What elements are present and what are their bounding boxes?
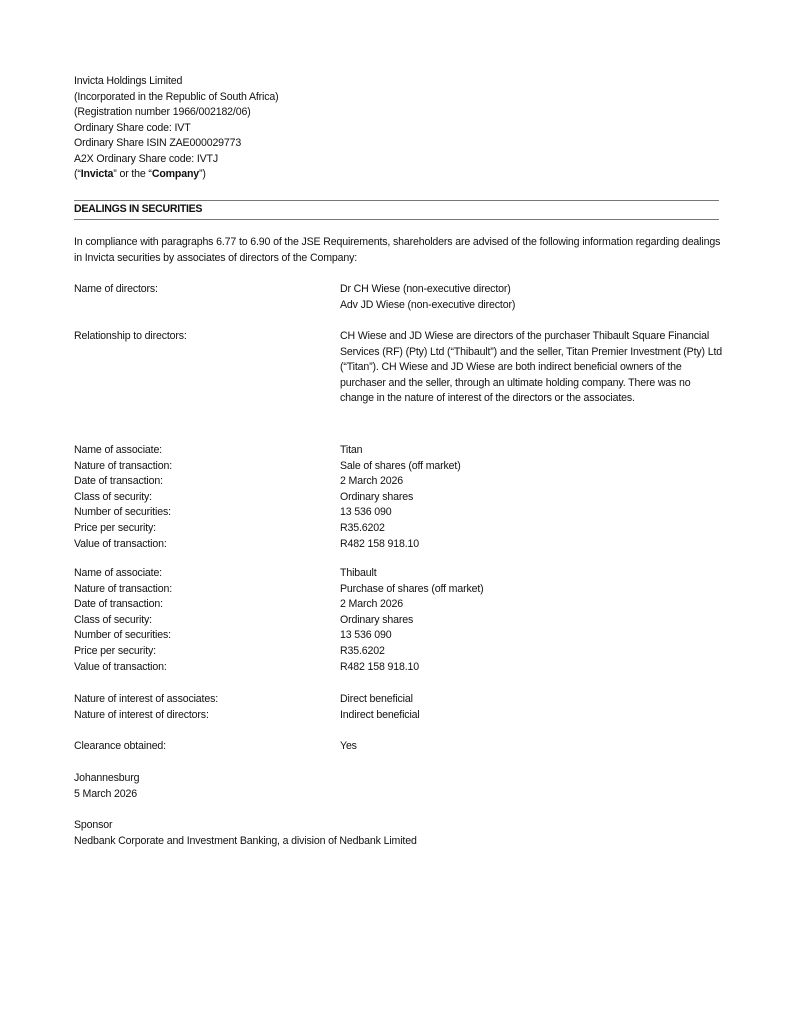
interest-directors-label: Nature of interest of directors: <box>74 709 209 721</box>
sponsor-block <box>74 818 417 849</box>
defined-terms <box>74 167 720 183</box>
interest-directors-value: Indirect beneficial <box>340 709 420 721</box>
a2x-code: A2X Ordinary Share code: IVTJ <box>74 152 219 165</box>
transaction-label: Name of associate: <box>74 567 162 579</box>
incorporation: (Incorporated in the Republic of South Africa) <box>74 90 279 103</box>
transaction-value: 13 536 090 <box>340 506 392 519</box>
transaction-label: Price per security: <box>74 522 156 534</box>
quote-open: (“ <box>74 168 81 180</box>
director-1: Dr CH Wiese (non-executive director) <box>340 283 511 295</box>
transaction-label: Class of security: <box>74 613 152 626</box>
company-header <box>74 74 720 183</box>
registration-number: (Registration number 1966/002182/06) <box>74 106 251 118</box>
transaction-value: 13 536 090 <box>340 629 392 642</box>
quote-middle: ” or the “ <box>113 168 152 180</box>
quote-close: ”) <box>199 168 206 180</box>
transaction-value: R35.6202 <box>340 522 385 534</box>
place-date <box>74 771 139 802</box>
transaction-value: Purchase of shares (off market) <box>340 582 484 595</box>
director-2: Adv JD Wiese (non-executive director) <box>340 298 516 311</box>
transaction-label: Value of transaction: <box>74 537 167 550</box>
transaction-label: Name of associate: <box>74 444 162 456</box>
directors-values <box>340 282 730 313</box>
transaction-value: R35.6202 <box>340 645 385 657</box>
relationship-value: CH Wiese and JD Wiese are directors of the purchaser Thibault Square Financial Services (RF) (Pty) Ltd (“Thibault”) and the seller, Titan Premier Investment (Pty) Ltd (“Titan”). CH Wiese and JD Wiese are both indirect beneficial owners of the purchaser and the seller, through an ultimate holding company. There was no change in the nature of interest of the directors or the associates. <box>340 330 722 404</box>
sponsor-name: Nedbank Corporate and Investment Banking, a division of Nedbank Limited <box>74 834 417 847</box>
transaction-value: 2 March 2026 <box>340 598 403 611</box>
transaction-value: Ordinary shares <box>340 490 414 503</box>
sponsor-label: Sponsor <box>74 819 113 831</box>
interest-associates-label: Nature of interest of associates: <box>74 693 219 705</box>
interest-associates-value: Direct beneficial <box>340 693 413 705</box>
share-code: Ordinary Share code: IVT <box>74 121 191 134</box>
transaction-value: Ordinary shares <box>340 613 414 626</box>
directors-label: Name of directors: <box>74 283 158 295</box>
transaction-label: Class of security: <box>74 490 152 503</box>
section-rule-bottom <box>74 219 719 220</box>
transaction-label: Price per security: <box>74 645 156 657</box>
relationship-label: Relationship to directors: <box>74 330 187 342</box>
transaction-label: Number of securities: <box>74 629 171 642</box>
clearance-label: Clearance obtained: <box>74 740 166 752</box>
transaction-value: R482 158 918.10 <box>340 537 420 550</box>
transaction-value: Thibault <box>340 567 377 579</box>
term-invicta: Invicta <box>80 168 114 180</box>
company-name: Invicta Holdings Limited <box>74 75 183 87</box>
section-title: DEALINGS IN SECURITIES <box>74 203 203 215</box>
transaction-label: Nature of transaction: <box>74 582 172 595</box>
transaction-label: Date of transaction: <box>74 598 163 611</box>
city: Johannesburg <box>74 772 140 784</box>
intro-paragraph: In compliance with paragraphs 6.77 to 6.90 of the JSE Requirements, shareholders are advised of the following information regarding dealings in Invicta securities by associates of directors of the Company: <box>74 236 721 264</box>
clearance-value: Yes <box>340 740 357 752</box>
transaction-label: Value of transaction: <box>74 660 167 673</box>
term-company: Company <box>151 168 200 180</box>
section-rule-top <box>74 200 719 201</box>
transaction-value: R482 158 918.10 <box>340 660 420 673</box>
transaction-value: 2 March 2026 <box>340 475 403 488</box>
transaction-label: Nature of transaction: <box>74 459 172 472</box>
transaction-value: Titan <box>340 444 363 456</box>
isin: Ordinary Share ISIN ZAE000029773 <box>74 137 242 149</box>
announcement-date: 5 March 2026 <box>74 787 137 800</box>
transaction-label: Number of securities: <box>74 506 171 519</box>
transaction-label: Date of transaction: <box>74 475 163 488</box>
transaction-value: Sale of shares (off market) <box>340 459 461 472</box>
